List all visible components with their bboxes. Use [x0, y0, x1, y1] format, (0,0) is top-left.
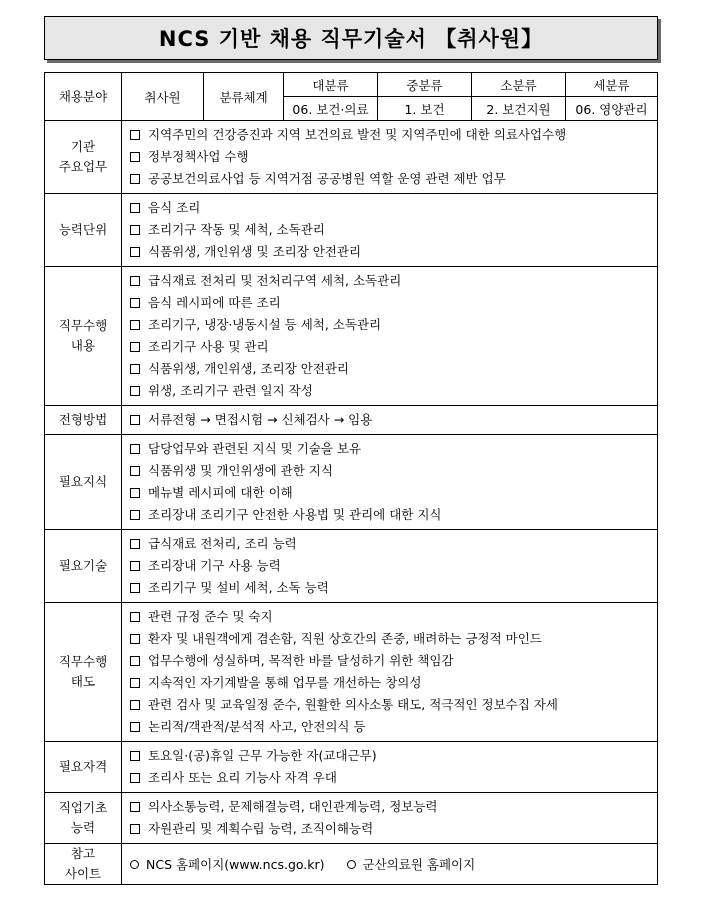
job-description-table	[44, 72, 658, 885]
category-value: 2. 보건지원	[472, 97, 566, 121]
list-item-text: 급식재료 전처리, 조리 능력	[148, 536, 297, 551]
list-item-text: 지속적인 자기계발을 통해 업무를 개선하는 창의성	[148, 675, 422, 690]
section-label: 필요자격	[45, 742, 122, 793]
reference-row	[45, 844, 658, 885]
section-label: 직무수행 태도	[45, 603, 122, 742]
list-item	[130, 767, 651, 789]
list-item	[130, 197, 651, 219]
list-item-text: 조리장내 조리기구 안전한 사용법 및 관리에 대한 지식	[148, 507, 442, 522]
checkbox-square-icon	[130, 634, 140, 644]
list-item	[130, 336, 651, 358]
category-name: 대분류	[284, 73, 378, 97]
list-item-text: 음식 레시피에 따른 조리	[148, 295, 281, 310]
section-row	[45, 406, 658, 435]
list-item	[130, 818, 651, 840]
section-content	[122, 194, 658, 267]
list-item	[130, 694, 651, 716]
list-item	[130, 745, 651, 767]
checkbox-square-icon	[130, 722, 140, 732]
checkbox-square-icon	[130, 152, 140, 162]
section-row	[45, 603, 658, 742]
section-content	[122, 267, 658, 406]
list-item	[130, 358, 651, 380]
section-row	[45, 793, 658, 844]
list-item-text: 논리적/객관적/분석적 사고, 안전의식 등	[148, 719, 366, 734]
list-item	[130, 409, 651, 431]
list-item	[130, 555, 651, 577]
list-item-text: 관련 검사 및 교육일정 준수, 원활한 의사소통 태도, 적극적인 정보수집 자세	[148, 697, 558, 712]
reference-site-text: NCS 홈페이지(www.ncs.go.kr)	[146, 857, 325, 872]
list-item-text: 관련 규정 준수 및 숙지	[148, 609, 273, 624]
section-row	[45, 121, 658, 194]
section-label: 기관 주요업무	[45, 121, 122, 194]
list-item-text: 식품위생 및 개인위생에 관한 지식	[148, 463, 333, 478]
list-item-text: 정부정책사업 수행	[148, 149, 249, 164]
list-item-text: 식품위생, 개인위생, 조리장 안전관리	[148, 361, 349, 376]
section-label: 필요지식	[45, 435, 122, 530]
checkbox-square-icon	[130, 276, 140, 286]
checkbox-square-icon	[130, 203, 140, 213]
checkbox-square-icon	[130, 678, 140, 688]
list-item	[130, 628, 651, 650]
list-item-text: 담당업무와 관련된 지식 및 기술을 보유	[148, 441, 362, 456]
list-item-text: 조리기구 및 설비 세척, 소독 능력	[148, 580, 329, 595]
title-box	[44, 16, 658, 60]
list-item-text: 식품위생, 개인위생 및 조리장 안전관리	[148, 244, 362, 259]
checkbox-square-icon	[130, 247, 140, 257]
list-item-text: 급식재료 전처리 및 전처리구역 세척, 소독관리	[148, 273, 402, 288]
section-label: 필요기술	[45, 530, 122, 603]
list-item-text: 공공보건의료사업 등 지역거점 공공병원 역할 운영 관련 제반 업무	[148, 171, 506, 186]
checkbox-square-icon	[130, 539, 140, 549]
section-label: 직무수행 내용	[45, 267, 122, 406]
checkbox-square-icon	[130, 415, 140, 425]
checkbox-square-icon	[130, 364, 140, 374]
list-item	[130, 577, 651, 599]
list-item	[130, 124, 651, 146]
list-item-text: 자원관리 및 계획수립 능력, 조직이해능력	[148, 821, 374, 836]
list-item	[130, 314, 651, 336]
reference-site	[347, 855, 476, 873]
checkbox-square-icon	[130, 656, 140, 666]
list-item	[130, 241, 651, 263]
list-item-text: 위생, 조리기구 관련 일지 작성	[148, 383, 313, 398]
checkbox-square-icon	[130, 488, 140, 498]
checkbox-square-icon	[130, 802, 140, 812]
category-value: 06. 영양관리	[566, 97, 658, 121]
field-value: 취사원	[122, 73, 204, 121]
checkbox-square-icon	[130, 824, 140, 834]
checkbox-square-icon	[130, 320, 140, 330]
circle-bullet-icon	[130, 860, 139, 869]
list-item	[130, 504, 651, 526]
section-label: 직업기초 능력	[45, 793, 122, 844]
reference-site	[130, 855, 325, 873]
checkbox-square-icon	[130, 342, 140, 352]
list-item-text: 조리사 또는 요리 기능사 자격 우대	[148, 770, 337, 785]
list-item-text: 토요일·(공)휴일 근무 가능한 자(교대근무)	[148, 748, 377, 763]
category-name: 중분류	[378, 73, 472, 97]
list-item	[130, 606, 651, 628]
checkbox-square-icon	[130, 225, 140, 235]
section-row	[45, 194, 658, 267]
document-title: NCS 기반 채용 직무기술서 【취사원】	[158, 27, 544, 51]
section-content	[122, 435, 658, 530]
list-item-text: 의사소통능력, 문제해결능력, 대인관계능력, 정보능력	[148, 799, 438, 814]
list-item-text: 조리기구, 냉장·냉동시설 등 세척, 소독관리	[148, 317, 382, 332]
section-content	[122, 742, 658, 793]
list-item-text: 서류전형 → 면접시험 → 신체검사 → 임용	[148, 412, 373, 427]
section-content	[122, 406, 658, 435]
list-item	[130, 292, 651, 314]
checkbox-square-icon	[130, 583, 140, 593]
list-item	[130, 482, 651, 504]
checkbox-square-icon	[130, 386, 140, 396]
section-content	[122, 793, 658, 844]
section-content	[122, 530, 658, 603]
reference-site-text: 군산의료원 홈페이지	[362, 857, 476, 872]
list-item	[130, 533, 651, 555]
list-item	[130, 219, 651, 241]
checkbox-square-icon	[130, 510, 140, 520]
section-label: 전형방법	[45, 406, 122, 435]
list-item	[130, 796, 651, 818]
field-label: 채용분야	[45, 73, 122, 121]
list-item	[130, 716, 651, 738]
list-item-text: 업무수행에 성실하며, 목적한 바를 달성하기 위한 책임감	[148, 653, 454, 668]
reference-content	[122, 844, 658, 885]
list-item	[130, 146, 651, 168]
classification-label: 분류체계	[204, 73, 284, 121]
category-name: 소분류	[472, 73, 566, 97]
section-row	[45, 530, 658, 603]
list-item-text: 메뉴별 레시피에 대한 이해	[148, 485, 293, 500]
list-item	[130, 438, 651, 460]
section-content	[122, 121, 658, 194]
list-item	[130, 650, 651, 672]
section-row	[45, 435, 658, 530]
section-row	[45, 267, 658, 406]
list-item-text: 조리기구 사용 및 관리	[148, 339, 269, 354]
category-name: 세분류	[566, 73, 658, 97]
category-value: 06. 보건·의료	[284, 97, 378, 121]
list-item-text: 조리장내 기구 사용 능력	[148, 558, 281, 573]
list-item-text: 조리기구 작동 및 세척, 소독관리	[148, 222, 325, 237]
section-content	[122, 603, 658, 742]
checkbox-square-icon	[130, 773, 140, 783]
list-item-text: 음식 조리	[148, 200, 201, 215]
section-label: 능력단위	[45, 194, 122, 267]
checkbox-square-icon	[130, 466, 140, 476]
reference-label: 참고 사이트	[45, 844, 122, 885]
checkbox-square-icon	[130, 751, 140, 761]
circle-bullet-icon	[347, 860, 356, 869]
list-item	[130, 270, 651, 292]
checkbox-square-icon	[130, 174, 140, 184]
list-item	[130, 460, 651, 482]
list-item-text: 지역주민의 건강증진과 지역 보건의료 발전 및 지역주민에 대한 의료사업수행	[148, 127, 567, 142]
checkbox-square-icon	[130, 130, 140, 140]
checkbox-square-icon	[130, 612, 140, 622]
checkbox-square-icon	[130, 298, 140, 308]
checkbox-square-icon	[130, 444, 140, 454]
list-item	[130, 380, 651, 402]
checkbox-square-icon	[130, 561, 140, 571]
category-value: 1. 보건	[378, 97, 472, 121]
list-item-text: 환자 및 내원객에게 겸손함, 직원 상호간의 존중, 배려하는 긍정적 마인드	[148, 631, 542, 646]
list-item	[130, 168, 651, 190]
checkbox-square-icon	[130, 700, 140, 710]
list-item	[130, 672, 651, 694]
section-row	[45, 742, 658, 793]
